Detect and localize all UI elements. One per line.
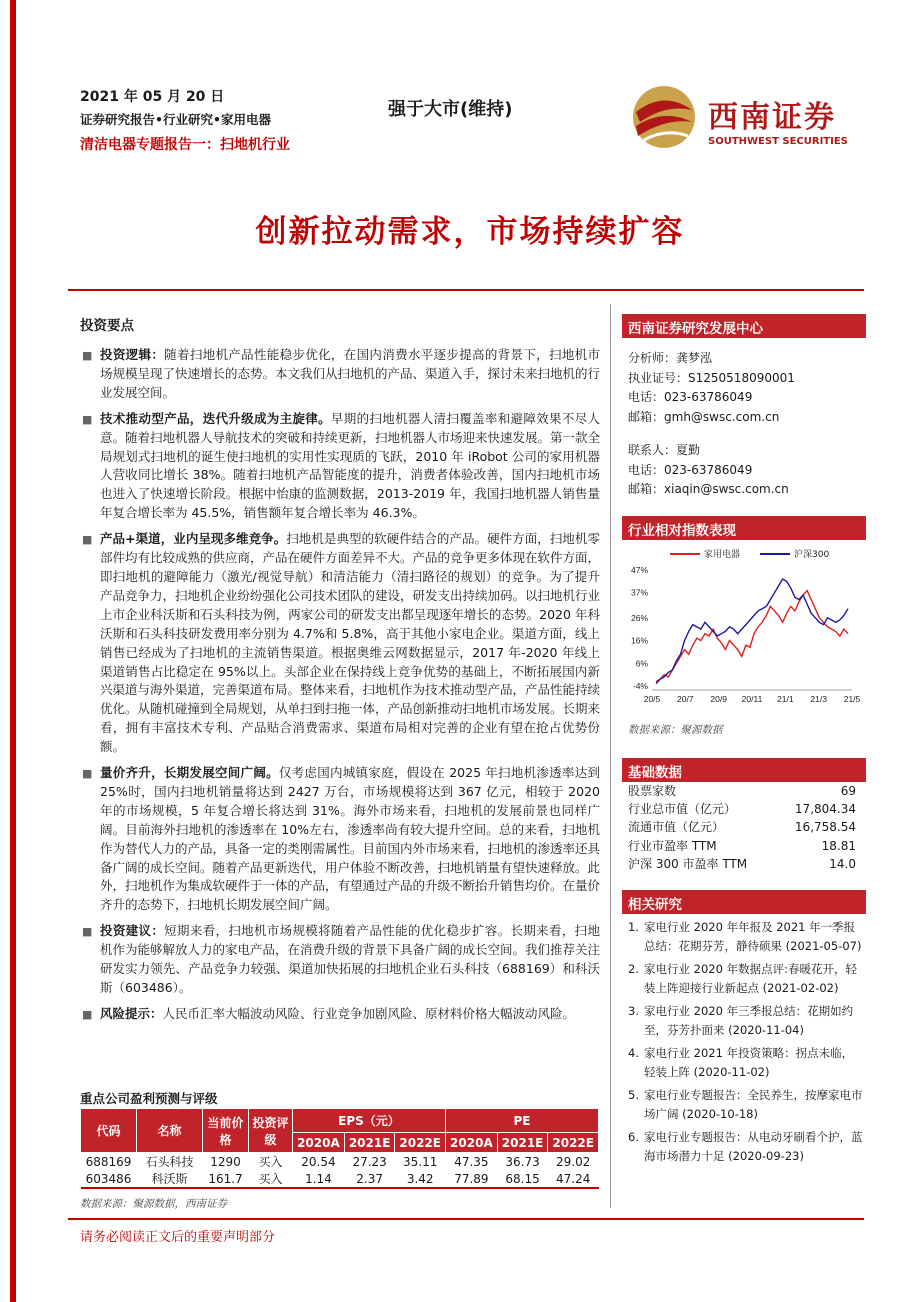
- basic-data-list: [628, 782, 856, 873]
- cell-value: 1.14: [293, 1170, 345, 1188]
- cell-rating: 买入: [258, 1155, 283, 1169]
- contact-row: [628, 388, 864, 408]
- bullet-text: 扫地机是典型的软硬件结合的产品。硬件方面，扫地机零部件均有比较成熟的供应商，产品在硬件方面差异不大。产品的竞争更多体现在软件方面，即扫地机的避障能力（激光/视觉导航）和清洁能力（清扫路径的规划）的竞争。为了提升产品竞争力，扫地机企业纷纷强化公司技术团队的建设，研发支出持续加码。以扫地机行业上市企业科沃斯和石头科技为例，两家公司的研发支出都呈现逐年增长的态势。2020 年科沃斯和石头科技研发费用率分别为 4.7%和 5.8%，高于其他小家电企业。渠道方面，线上销售已经成为了扫地机的主流销售渠道。根据奥维云网数据显示，2017 年-2020 年线上渠道销售占比稳定在 95%以上。头部企业在保持线上竞争优势的基础上，不断拓展国内新兴渠道与海外渠道，完善渠道布局。整体来看，扫地机作为技术推动型产品，产品性能持续优化。从随机碰撞到全局规划，从单扫到扫拖一体，产品创新推动扫地机市场发展。长期来看，拥有丰富技术专利、产品贴合消费需求、渠道布局相对完善的企业有望在抢占优势份额。: [100, 531, 601, 755]
- investment-summary: [80, 314, 600, 1031]
- industry-rating: 强于大市(维持): [388, 99, 513, 120]
- basic-data-value: 18.81: [821, 838, 856, 853]
- contact-row: [628, 408, 864, 428]
- basic-data-header: 基础数据: [622, 758, 866, 782]
- bullet-lead: 技术推动型产品，迭代升级成为主旋律。: [100, 410, 331, 426]
- summary-bullet: [80, 1005, 600, 1024]
- related-date: (2020-09-23): [728, 1149, 804, 1163]
- cell-price: 161.7: [203, 1170, 249, 1188]
- y-tick-label: 16%: [630, 635, 648, 646]
- summary-bullets: [80, 346, 600, 1024]
- series-line-hs300: [656, 579, 848, 684]
- cell-value: 29.02: [556, 1154, 591, 1169]
- related-date: (2020-11-04): [728, 1023, 804, 1037]
- chart-source: 数据来源：聚源数据: [628, 724, 723, 736]
- contact-label: 分析师：: [628, 351, 677, 365]
- x-tick-label: 20/9: [710, 694, 727, 704]
- report-series: 证券研究报告•行业研究•家用电器: [80, 112, 271, 127]
- contact-value: S1250518090001: [688, 370, 795, 385]
- cell-value: 47.24: [548, 1170, 599, 1188]
- x-tick-label: 20/11: [741, 694, 763, 704]
- company-table-title: 重点公司盈利预测与评级: [80, 1091, 218, 1106]
- related-title: 家电行业 2020 年三季报总结：花期如约至，芬芳扑面来: [644, 1004, 854, 1037]
- bullet-text: 早期的扫地机器人清扫覆盖率和避障效果不尽人意。随着扫地机器人导航技术的突破和持续更新，扫地机器人市场迎来快速发展。第一款全局规划式扫地机的诞生使扫地机的实用性实现质的飞跃，2010 年 iRobot 公司的家用机器人营收同比增长 38%。随着扫地机产品智能度的提升，消费者体验改善，国内扫地机市场也进入了快速增长阶段。根据中怡康的监测数据，2013-2019 年，我国扫地机器人销售量年复合增长率为 45.5%，销售额年复合增长率为 46.3%。: [100, 410, 601, 521]
- bullet-icon: ■: [82, 767, 93, 781]
- analyst-contacts: [628, 349, 864, 500]
- col-year: 2021E: [497, 1133, 548, 1153]
- contact-value: 龚梦泓: [676, 351, 713, 365]
- y-tick-label: 6%: [635, 658, 648, 669]
- spacer: [628, 427, 864, 441]
- bullet-lead: 风险提示：: [100, 1005, 163, 1021]
- cell-value: 3.42: [395, 1170, 446, 1188]
- related-research-item[interactable]: [628, 1128, 864, 1166]
- summary-heading: 投资要点: [80, 318, 134, 334]
- related-research-item[interactable]: [628, 1044, 864, 1082]
- summary-bullet: [80, 346, 600, 403]
- company-forecast-table: [80, 1108, 599, 1189]
- contact-value[interactable]: xiaqin@swsc.com.cn: [664, 482, 789, 496]
- contact-value: 夏勤: [676, 443, 701, 457]
- table-row: [81, 1170, 599, 1188]
- contact-label: 执业证号：: [628, 370, 689, 385]
- legend-label: 家用电器: [704, 550, 741, 560]
- related-research-item[interactable]: [628, 1086, 864, 1124]
- southwest-securities-logo: [626, 82, 856, 152]
- cell-value: 36.73: [505, 1154, 540, 1169]
- related-research-item[interactable]: [628, 960, 864, 998]
- item-number: 5.: [628, 1088, 639, 1102]
- summary-bullet: [80, 530, 600, 757]
- contact-value: 023-63786049: [664, 390, 753, 404]
- related-title: 家电行业专题报告：全民养生，按摩家电市场广阔: [644, 1088, 863, 1121]
- related-date: (2021-02-02): [762, 981, 839, 995]
- basic-data-label: 行业市盈率 TTM: [628, 838, 717, 853]
- col-name: 名称: [137, 1109, 203, 1153]
- logo-text-cn: 西南证券: [708, 100, 836, 135]
- col-year: 2022E: [548, 1133, 599, 1153]
- x-tick-label: 20/5: [643, 694, 661, 704]
- related-title: 家电行业 2020 年年报及 2021 年一季报总结：花期芬芳，静待硕果: [644, 920, 856, 953]
- table-source: 数据来源：聚源数据，西南证券: [80, 1198, 227, 1210]
- basic-data-value: 14.0: [829, 856, 856, 871]
- item-number: 2.: [628, 962, 639, 976]
- series-line-appliances: [656, 591, 848, 682]
- related-research-header: 相关研究: [622, 890, 866, 914]
- bullet-icon: ■: [82, 1007, 93, 1021]
- basic-data-value: 17,804.34: [794, 802, 856, 817]
- basic-data-label: 股票家数: [628, 784, 677, 798]
- contact-value: 023-63786049: [664, 462, 753, 477]
- bullet-lead: 量价齐升，长期发展空间广阔。: [100, 765, 279, 781]
- summary-bullet: [80, 410, 600, 523]
- legend-label: 沪深300: [794, 550, 830, 560]
- basic-data-row: [628, 800, 856, 818]
- relative-index-chart: [622, 544, 866, 716]
- y-tick-label: -4%: [632, 681, 648, 691]
- col-eps: EPS（元）: [293, 1109, 446, 1133]
- contact-row: [628, 441, 864, 461]
- y-tick-label: 47%: [630, 565, 648, 575]
- contact-row: [628, 349, 864, 369]
- cell-price: 1290: [210, 1154, 241, 1169]
- contact-label: 邮箱：: [628, 482, 665, 496]
- item-number: 6.: [628, 1130, 639, 1144]
- cell-value: 35.11: [403, 1154, 438, 1169]
- cell-rating: 买入: [249, 1170, 293, 1188]
- col-code: 代码: [81, 1109, 137, 1153]
- related-date: (2020-11-02): [693, 1065, 770, 1079]
- contact-row: [628, 461, 864, 481]
- footer-disclaimer: 请务必阅读正文后的重要声明部分: [80, 1230, 276, 1245]
- x-tick-label: 21/1: [777, 694, 794, 704]
- bullet-text: 人民币汇率大幅波动风险、行业竞争加剧风险、原材料价格大幅波动风险。: [162, 1005, 576, 1021]
- cell-code: 603486: [81, 1170, 137, 1188]
- basic-data-label: 行业总市值（亿元）: [628, 802, 737, 817]
- left-accent-bar: [10, 0, 16, 1302]
- bullet-icon: ■: [82, 349, 93, 362]
- bullet-lead: 投资逻辑：: [100, 347, 165, 362]
- x-tick-label: 21/5: [843, 694, 861, 704]
- item-number: 1.: [628, 920, 639, 934]
- main-title: 创新拉动需求，市场持续扩容: [255, 214, 685, 250]
- contact-label: 电话：: [628, 390, 665, 404]
- related-date: (2021-05-07): [785, 939, 862, 953]
- summary-bullet: [80, 764, 600, 915]
- cell-name: 石头科技: [145, 1155, 194, 1169]
- col-price: 当前价格: [203, 1109, 249, 1153]
- related-research-item[interactable]: [628, 1002, 864, 1040]
- research-center-header: 西南证券研究发展中心: [622, 314, 866, 338]
- x-tick-label: 21/3: [810, 694, 827, 704]
- basic-data-value: 69: [840, 784, 856, 798]
- col-rating: 投资评级: [249, 1109, 293, 1153]
- report-subtitle: 清洁电器专题报告一：扫地机行业: [80, 137, 290, 153]
- cell-value: 20.54: [301, 1154, 336, 1169]
- report-date: 2021 年 05 月 20 日: [80, 89, 225, 105]
- basic-data-value: 16,758.54: [794, 820, 856, 835]
- x-tick-label: 20/7: [677, 694, 694, 704]
- item-number: 3.: [628, 1004, 639, 1018]
- basic-data-row: [628, 818, 856, 836]
- basic-data-label: 流通市值（亿元）: [628, 820, 725, 835]
- col-year: 2022E: [395, 1133, 446, 1153]
- basic-data-row: [628, 855, 856, 873]
- related-research-list: [628, 918, 864, 1170]
- column-divider: [610, 304, 611, 1208]
- bullet-text: 随着扫地机产品性能稳步优化，在国内消费水平逐步提高的背景下，扫地机市场规模呈现了快速增长的态势。本文我们从扫地机的产品、渠道入手，探讨未来扫地机的行业发展空间。: [100, 347, 601, 400]
- cell-code: 688169: [85, 1154, 132, 1169]
- col-year: 2020A: [293, 1133, 345, 1153]
- bullet-text: 仅考虑国内城镇家庭，假设在 2025 年扫地机渗透率达到 25%时，国内扫地机销量将达到 2427 万台，市场规模将达到 367 亿元，相较于 2020 年的市场规模，5 年复合增长将达到 31%。海外市场来看，扫地机的发展前景也同样广阔。目前海外扫地机的渗透率在 10%左右，渗透率尚有较大提升空间。总的来看，扫地机作为替代人力的产品，具备一定的类刚需属性。目前国内外市场来看，扫地机的渗透率还具备广阔的成长空间。随着产品更新迭代，用户体验不断改善，扫地机销量有望快速释放。此外，扫地机作为集成软硬件于一体的产品，有望通过产品的升级不断抬升销售均价。在量价齐升的态势下，扫地机长期发展空间广阔。: [100, 765, 601, 913]
- summary-bullet: [80, 922, 600, 998]
- col-pe: PE: [445, 1109, 598, 1133]
- logo-emblem-icon: [626, 82, 702, 152]
- contact-row: [628, 369, 864, 389]
- basic-data-label: 沪深 300 市盈率 TTM: [628, 856, 748, 871]
- table-row: [81, 1153, 599, 1171]
- bullet-text: 短期来看，扫地机市场规模将随着产品性能的优化稳步扩容。长期来看，扫地机作为能够解放人力的家电产品，在消费升级的背景下具备广阔的成长空间。我们推荐关注研发实力领先、产品竞争力较强、渠道加快拓展的扫地机企业石头科技（688169）和科沃斯（603486）。: [100, 923, 601, 995]
- y-tick-label: 37%: [630, 587, 648, 598]
- footer-divider: [68, 1218, 864, 1220]
- cell-value: 2.37: [344, 1170, 395, 1188]
- title-divider: [68, 289, 864, 291]
- bullet-icon: ■: [82, 412, 93, 426]
- related-research-item[interactable]: [628, 918, 864, 956]
- contact-value[interactable]: gmh@swsc.com.cn: [664, 409, 780, 424]
- col-year: 2021E: [344, 1133, 395, 1153]
- basic-data-row: [628, 837, 856, 855]
- contact-label: 邮箱：: [628, 409, 665, 424]
- cell-value: 68.15: [497, 1170, 548, 1188]
- item-number: 4.: [628, 1046, 639, 1060]
- related-date: (2020-10-18): [682, 1107, 758, 1121]
- bullet-lead: 产品+渠道，业内呈现多维竞争。: [100, 531, 287, 547]
- basic-data-row: [628, 782, 856, 800]
- bullet-icon: ■: [82, 925, 93, 939]
- cell-value: 47.35: [454, 1154, 489, 1169]
- bullet-icon: ■: [82, 533, 93, 547]
- contact-label: 电话：: [628, 462, 665, 477]
- cell-value: 77.89: [445, 1170, 497, 1188]
- related-title: 家电行业 2021 年投资策略：拐点未临，轻装上阵: [644, 1046, 854, 1079]
- contact-label: 联系人：: [628, 443, 677, 457]
- contact-row: [628, 480, 864, 500]
- cell-name: 科沃斯: [137, 1170, 203, 1188]
- y-tick-label: 26%: [630, 612, 648, 623]
- logo-text-en: SOUTHWEST SECURITIES: [708, 136, 848, 147]
- related-title: 家电行业 2020 年数据点评:春暖花开，轻装上阵迎接行业新起点: [644, 962, 857, 995]
- bullet-lead: 投资建议：: [100, 923, 165, 939]
- cell-value: 27.23: [352, 1154, 387, 1169]
- related-title: 家电行业专题报告：从电动牙刷看个护，蓝海市场潜力十足: [644, 1130, 863, 1163]
- relative-index-header: 行业相对指数表现: [622, 516, 866, 540]
- col-year: 2020A: [445, 1133, 497, 1153]
